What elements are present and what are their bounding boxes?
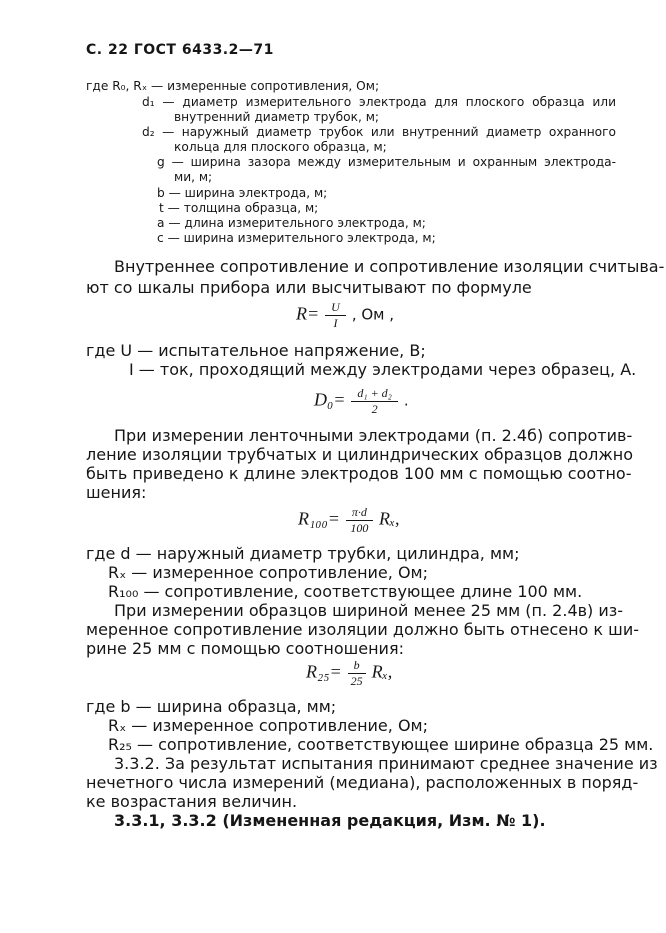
def-line: R₂₅ — сопротивление, соответствующее ширине образца 25 мм. <box>108 735 654 754</box>
def-line: ми, м; <box>174 170 213 184</box>
paragraph-line: ке возрастания величин. <box>86 792 298 811</box>
def-line: c — ширина измерительного электрода, м; <box>157 231 436 245</box>
def-line: Rₓ — измеренное сопротивление, Ом; <box>108 716 428 735</box>
def-line: кольца для плоского образца, м; <box>174 140 387 154</box>
def-line: b — ширина электрода, м; <box>157 186 328 200</box>
formula-d0: D₀= $\frac{\text{d₁ + d₂}}{2}$ . <box>314 386 409 416</box>
def-line: где b — ширина образца, мм; <box>86 697 337 716</box>
def-line: R₁₀₀ — сопротивление, соответствующее длине 100 мм. <box>108 582 583 601</box>
def-line: I — ток, проходящий между электродами через образец, А. <box>129 360 637 379</box>
def-line: d₁ — диаметр измерительного электрода для плоского образца или <box>142 95 616 109</box>
paragraph-line: рине 25 мм с помощью соотношения: <box>86 639 404 658</box>
paragraph-line: ление изоляции трубчатых и цилиндрических образцов должно <box>86 445 634 464</box>
formula-r25: R₂₅= $\frac{b}{25}$ Rₓ, <box>306 658 393 688</box>
paragraph-line: нечетного числа измерений (медиана), расположенных в поряд- <box>86 773 639 792</box>
paragraph-line: меренное сопротивление изоляции должно быть отнесено к ши- <box>86 620 639 639</box>
formula-r100: R₁₀₀= $\frac{\pi\cdot d}{100}$ Rₓ, <box>298 505 400 535</box>
def-line: где d — наружный диаметр трубки, цилиндра, мм; <box>86 544 520 563</box>
paragraph-line: При измерении образцов шириной менее 25 мм (п. 2.4в) из- <box>114 601 624 620</box>
paragraph-line: шения: <box>86 483 147 502</box>
paragraph-line: быть приведено к длине электродов 100 мм с помощью соотно- <box>86 464 632 483</box>
def-line: g — ширина зазора между измерительным и охранным электрода- <box>157 155 616 169</box>
paragraph-line: Внутреннее сопротивление и сопротивление изоляции считыва- <box>114 257 665 276</box>
def-line: a — длина измерительного электрода, м; <box>157 216 426 230</box>
paragraph-line: ют со шкалы прибора или высчитывают по формуле <box>86 278 532 297</box>
def-line: где R₀, Rₓ — измеренные сопротивления, Ом; <box>86 79 380 93</box>
paragraph-line: 3.3.2. За результат испытания принимают среднее значение из <box>114 754 658 773</box>
formula-ohm: R= $\frac{U}{I}$ , Ом , <box>296 300 395 330</box>
page-header: С. 22 ГОСТ 6433.2—71 <box>86 42 274 58</box>
def-line: внутренний диаметр трубок, м; <box>174 110 379 124</box>
revision-note: 3.3.1, 3.3.2 (Измененная редакция, Изм. № 1). <box>114 811 546 830</box>
def-line: t — толщина образца, м; <box>159 201 319 215</box>
def-line: d₂ — наружный диаметр трубок или внутренний диаметр охранного <box>142 125 616 139</box>
def-line: где U — испытательное напряжение, В; <box>86 341 426 360</box>
def-line: Rₓ — измеренное сопротивление, Ом; <box>108 563 428 582</box>
paragraph-line: При измерении ленточными электродами (п. 2.4б) сопротив- <box>114 426 633 445</box>
